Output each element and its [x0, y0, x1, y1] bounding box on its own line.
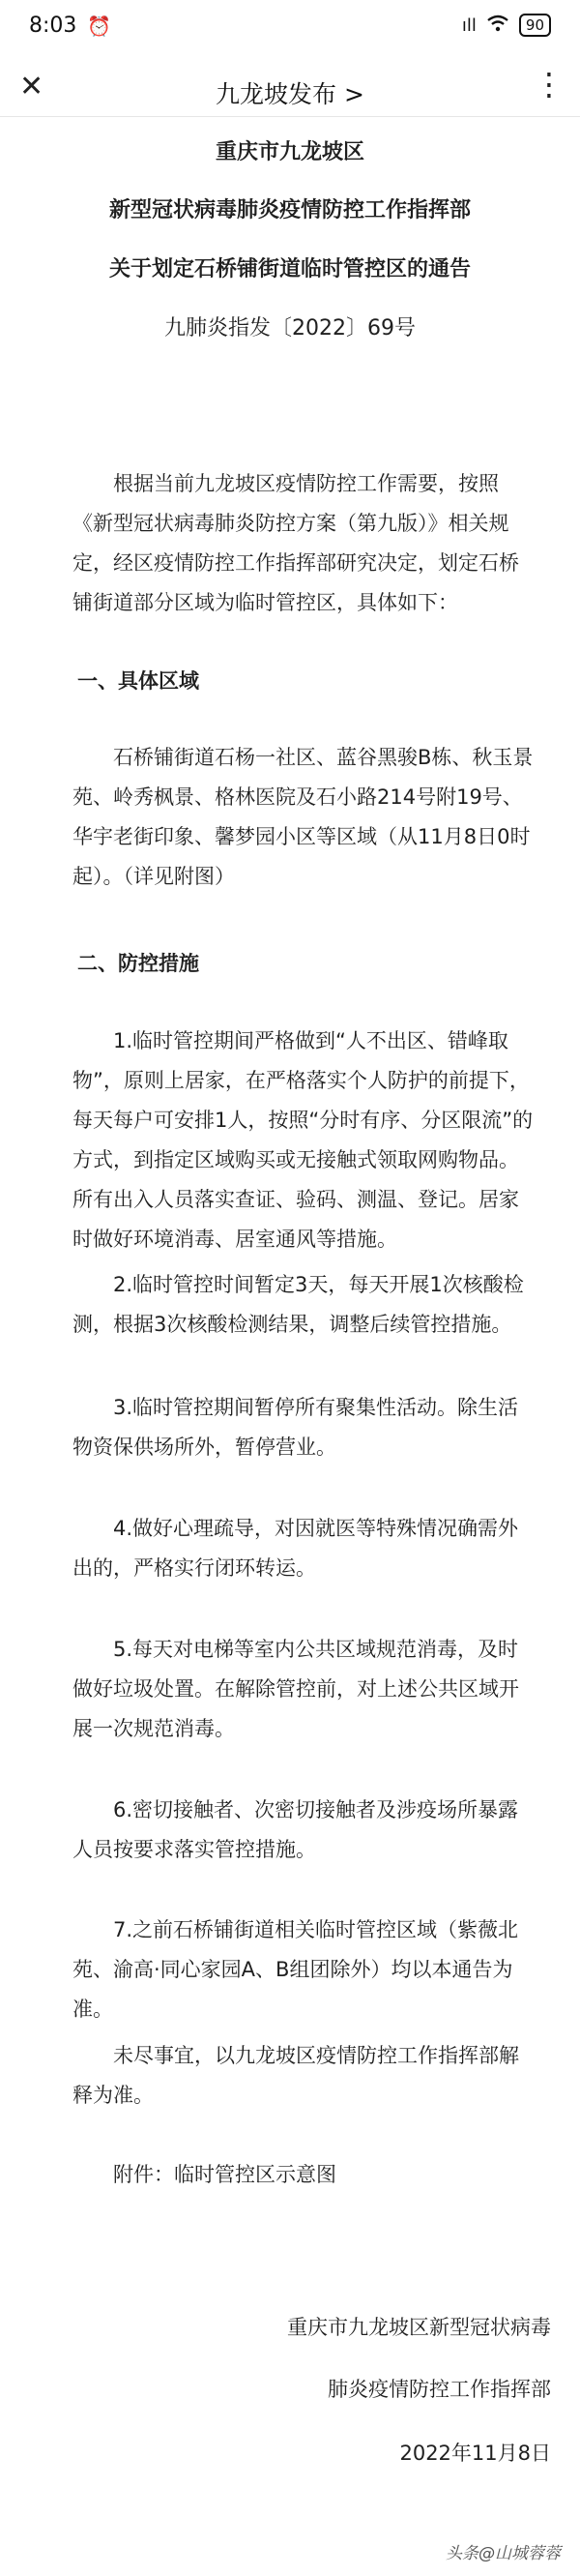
- status-indicators: [462, 14, 551, 37]
- section-1-text: 石桥铺街道石杨一社区、蓝谷黑骏B栋、秋玉景苑、岭秀枫景、格林医院及石小路214号附19号、华宇老街印象、馨梦园小区等区域（从11月8日0时起）。（详见附图）: [72, 746, 534, 888]
- section-1-title: 一、具体区域: [77, 669, 199, 693]
- issuer-line-1: 重庆市九龙坡区: [215, 140, 364, 164]
- measure-item: 3.临时管控期间暂停所有聚集性活动。除生活物资保供场所外，暂停营业。: [72, 1396, 519, 1459]
- more-icon[interactable]: ⋮: [534, 66, 563, 103]
- measure-item: 4.做好心理疏导，对因就医等特殊情况确需外出的，严格实行闭环转运。: [72, 1517, 519, 1580]
- measure-item: 5.每天对电梯等室内公共区域规范消毒，及时做好垃圾处置。在解除管控前，对上述公共区域开展一次规范消毒。: [72, 1638, 519, 1740]
- intro-paragraph: 根据当前九龙坡区疫情防控工作需要，按照《新型冠状病毒肺炎防控方案（第九版）》相关规定，经区疫情防控工作指挥部研究决定，划定石桥铺街道部分区域为临时管控区，具体如下：: [72, 472, 519, 614]
- measure-item: 7.之前石桥铺街道相关临时管控区域（紫薇北苑、渝高·同心家园A、B组团除外）均以本通告为准。: [72, 1918, 519, 2021]
- account-title[interactable]: 九龙坡发布 >: [216, 80, 364, 108]
- measure-item: 1.临时管控期间严格做到“人不出区、错峰取物”，原则上居家，在严格落实个人防护的前提下，每天每户可安排1人，按照“分时有序、分区限流”的方式，到指定区域购买或无接触式领取网购物品。所有出入人员落实查证、验码、测温、登记。居家时做好环境消毒、居室通风等措施。: [72, 1029, 534, 1251]
- wifi-icon: [486, 15, 509, 37]
- alarm-clock-icon: ⏰: [87, 15, 111, 38]
- closing-paragraph: 未尽事宜，以九龙坡区疫情防控工作指挥部解释为准。: [72, 2044, 519, 2107]
- signature-line-2: 肺炎疫情防控工作指挥部: [328, 2378, 551, 2401]
- notice-title: 关于划定石桥铺街道临时管控区的通告: [108, 257, 471, 281]
- close-icon[interactable]: ✕: [19, 70, 44, 104]
- attachment-note[interactable]: 附件：临时管控区示意图: [113, 2163, 336, 2186]
- section-2-title: 二、防控措施: [77, 952, 199, 975]
- signal-icon: ıll: [461, 15, 477, 36]
- issuer-line-2: 新型冠状病毒肺炎疫情防控工作指挥部: [108, 198, 471, 222]
- signature-line-1: 重庆市九龙坡区新型冠状病毒: [287, 2316, 551, 2339]
- watermark: 头条@山城蓉蓉: [446, 2544, 561, 2563]
- battery-indicator: 90: [519, 14, 551, 37]
- measure-item: 2.临时管控时间暂定3天，每天开展1次核酸检测，根据3次核酸检测结果，调整后续管控措施。: [72, 1273, 524, 1336]
- signature-date: 2022年11月8日: [399, 2442, 551, 2465]
- nav-bar: [0, 62, 580, 117]
- status-bar: [0, 0, 580, 62]
- measure-item: 6.密切接触者、次密切接触者及涉疫场所暴露人员按要求落实管控措施。: [72, 1798, 519, 1861]
- status-time: 8:03: [29, 14, 77, 38]
- document-number: 九肺炎指发〔2022〕69号: [164, 316, 416, 341]
